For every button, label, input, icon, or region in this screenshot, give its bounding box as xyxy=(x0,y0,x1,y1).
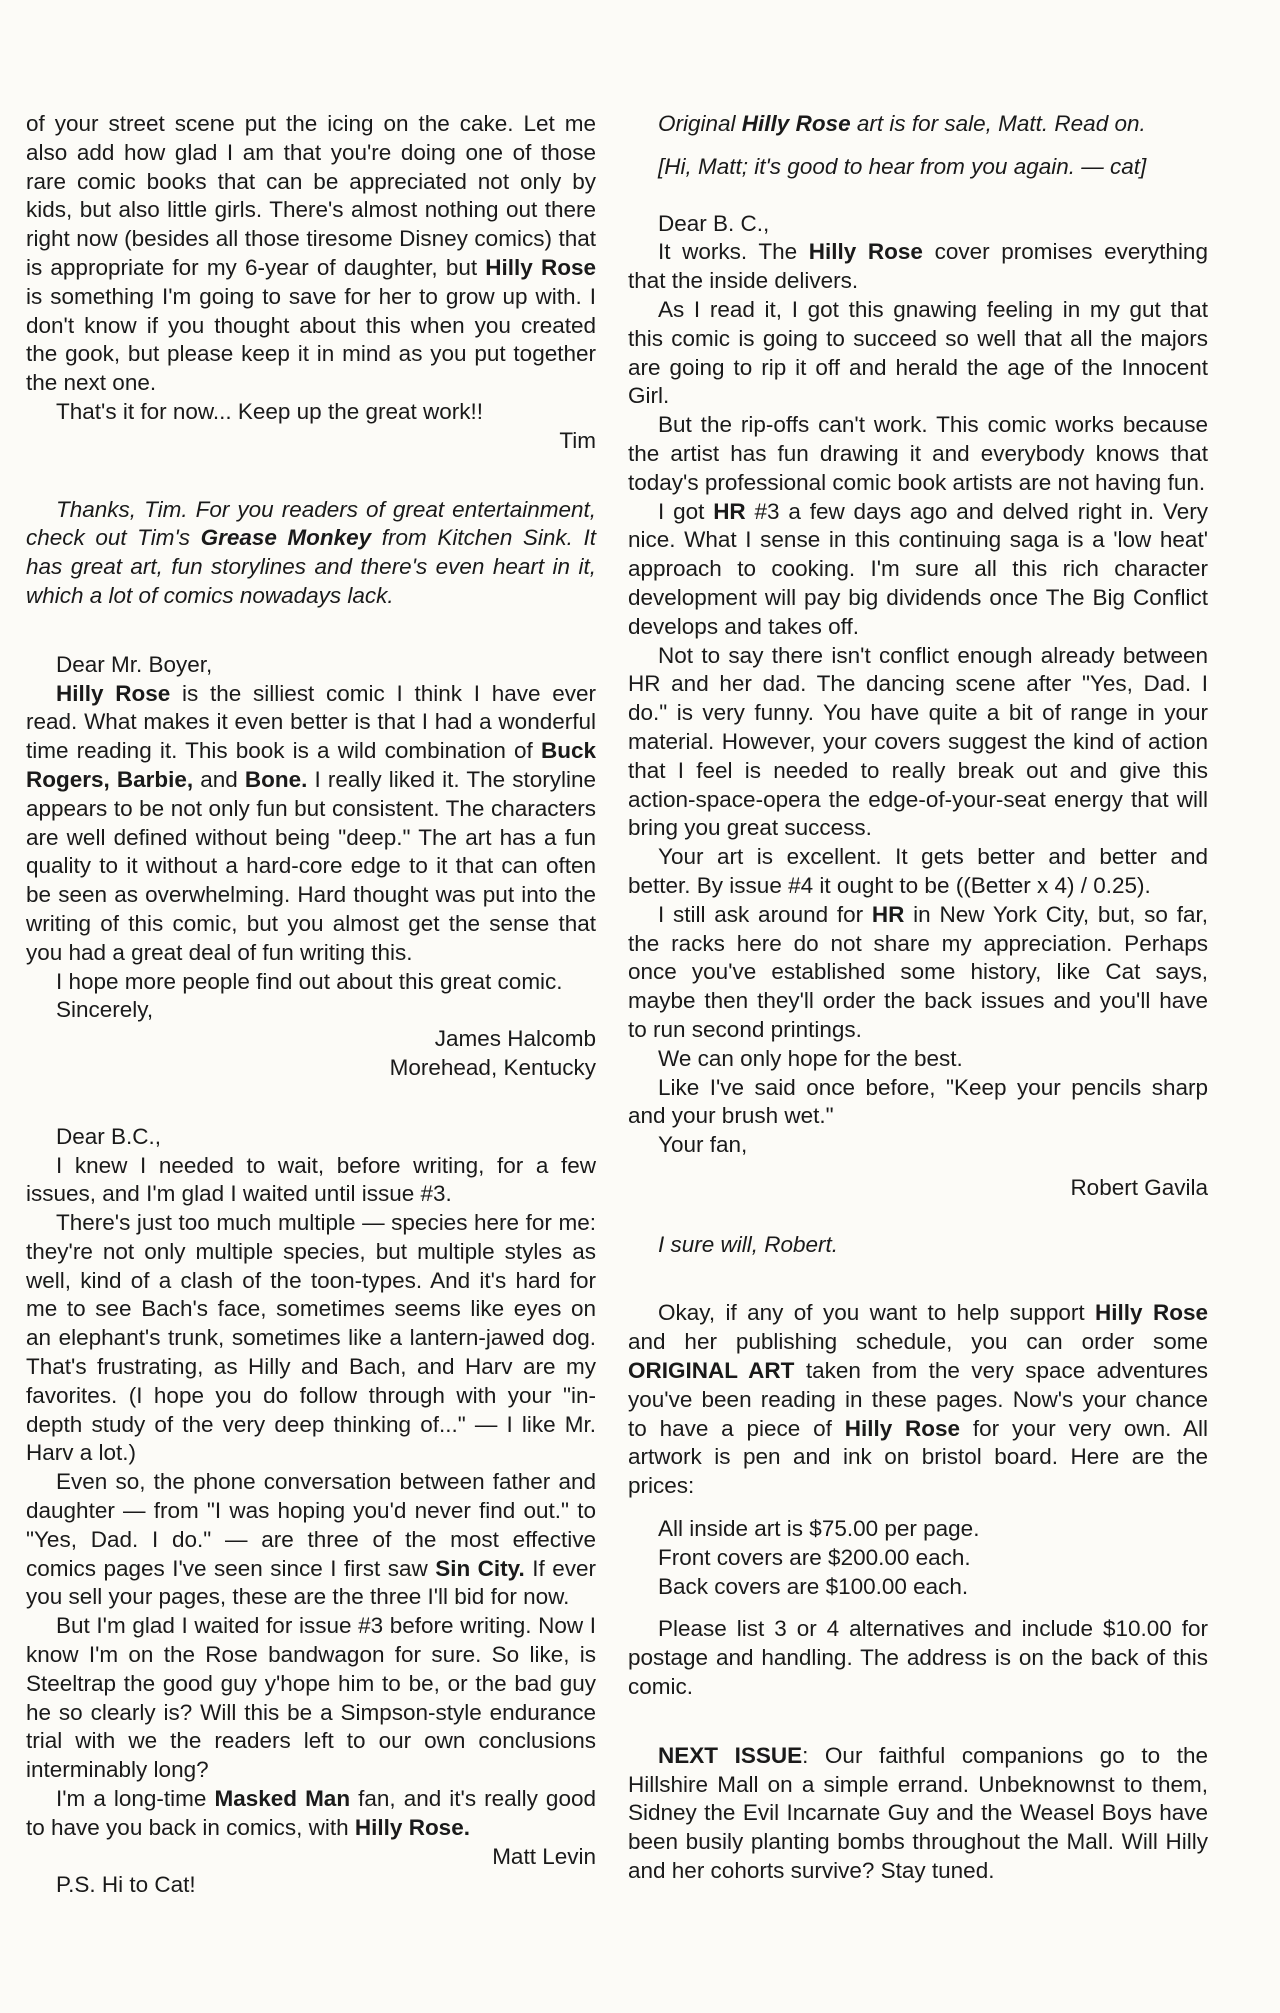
text: and xyxy=(200,766,238,792)
text: I still ask around for xyxy=(658,901,864,927)
text: I'm a long-time xyxy=(56,1786,207,1812)
spacer xyxy=(26,611,596,651)
text: Okay, if any of you want to help support xyxy=(658,1300,1085,1326)
letter-matt-p3 xyxy=(26,1468,596,1612)
text: taken from the very space adventures you've been reading in these pages. Now's your chance to have a piece of xyxy=(628,1358,1208,1441)
text: Hilly Rose. xyxy=(354,1814,470,1840)
price-back-cover: Back covers are $100.00 each. xyxy=(658,1573,969,1599)
text: from Kitchen Sink. It has great art, fun storylines and there's even heart in it, which a lot of comics nowadays lack. xyxy=(26,525,596,608)
left-column xyxy=(26,110,596,1900)
signature-tim: Tim xyxy=(559,427,596,453)
letter-robert-p4 xyxy=(628,498,1208,642)
art-sale-notice xyxy=(628,1299,1208,1501)
postscript: P.S. Hi to Cat! xyxy=(56,1872,196,1898)
reply-cat: [Hi, Matt; it's good to hear from you again. — cat] xyxy=(658,153,1147,179)
letter-robert-p6: Your art is excellent. It gets better and better and better. By issue #4 it ought to be ((Better x 4) / 0.25). xyxy=(628,844,1208,898)
spacer xyxy=(628,1259,1208,1299)
letter-matt-p1: I knew I needed to wait, before writing, for a few issues, and I'm glad I waited until issue #3. xyxy=(26,1152,596,1207)
letter-matt-p4: But I'm glad I waited for issue #3 before writing. Now I know I'm on the Rose bandwagon for sure. So like, is Steeltrap the good guy y'hope him to be, or the bad guy he so clearly is? Will this be a Simpson-style endurance trial with we the readers left to our own conclusions interminably long? xyxy=(26,1613,596,1783)
text: Masked Man xyxy=(214,1786,351,1812)
letter-robert-p3: But the rip-offs can't work. This comic works because the artist has fun drawing it and everybody knows that today's professional comic book artists are not having fun. xyxy=(628,412,1208,495)
letter-james-closing: Sincerely, xyxy=(56,997,154,1023)
letter-robert-closing: Your fan, xyxy=(658,1132,748,1158)
letter-matt-p5 xyxy=(26,1785,596,1843)
text: of your street scene put the icing on the cake. Let me also add how glad I am that you're doing one of those rare comic books that can be appreciated not only by kids, but also little girls. There's almost nothing out there right now (besides all those tiresome Disney comics) that is appropriate for my 6-year of daughter, but xyxy=(26,111,596,280)
title-hilly-rose: Hilly Rose xyxy=(485,254,596,280)
text: #3 a few days ago and delved right in. Very nice. What I sense in this continuing saga is a 'low heat' approach to cooking. I'm sure all this rich character development will pay big dividends once The Big Conflict develops and takes off. xyxy=(628,498,1208,639)
signature-robert: Robert Gavila xyxy=(1070,1174,1208,1200)
text: for your very own. All artwork is pen and ink on bristol board. Here are the prices: xyxy=(628,1415,1208,1499)
letter-robert-p8: We can only hope for the best. xyxy=(658,1045,963,1071)
spacer xyxy=(26,1083,596,1123)
text: If ever you sell your pages, these are the three I'll bid for now. xyxy=(26,1555,596,1610)
text: Bone. xyxy=(244,766,308,792)
text: Hilly Rose xyxy=(741,111,851,136)
text: I got xyxy=(658,498,705,524)
right-column xyxy=(628,110,1208,1886)
text: Even so, the phone conversation between father and daughter — from "I was hoping you'd never find out." to "Yes, Dad. I do." — are three of the most effective comics pages I've seen since I first saw xyxy=(26,1469,596,1581)
letter-james-body xyxy=(26,680,596,968)
next-issue xyxy=(628,1742,1208,1886)
signature-james-name: James Halcomb xyxy=(434,1026,596,1052)
text: : Our faithful companions go to the Hillshire Mall on a simple errand. Unbeknownst to them, Sidney the Evil Incarnate Guy and the Weasel Boys have been busily planting bombs throughout the Mall. Will Hilly and her cohorts survive? Stay tuned. xyxy=(628,1742,1209,1884)
title-grease-monkey: Grease Monkey xyxy=(200,525,372,551)
next-issue-label: NEXT ISSUE xyxy=(658,1742,803,1768)
letter-tim-closing: That's it for now... Keep up the great work!! xyxy=(56,398,484,424)
text: art is for sale, Matt. Read on. xyxy=(856,111,1146,136)
letter-robert-p5: Not to say there isn't conflict enough already between HR and her dad. The dancing scene after "Yes, Dad. I do." is very funny. You have quite a bit of range in your material. However, your covers suggest the kind of action that I feel is needed to really break out and give this action-space-opera the edge-of-your-seat energy that will bring you great success. xyxy=(628,642,1208,841)
letter-robert-p9: Like I've said once before, "Keep your pencils sharp and your brush wet." xyxy=(628,1074,1208,1129)
reply-robert: I sure will, Robert. xyxy=(658,1231,839,1257)
spacer xyxy=(628,1702,1208,1742)
letter-matt-p2: There's just too much multiple — species here for me: they're not only multiple species, but multiple styles as well, kind of a clash of the toon-types. And it's hard for me to see Bach's face, sometimes seems like eyes on an elephant's trunk, sometimes like a lantern-jawed dog. That's frustrating, as Hilly and Bach, and Harv are my favorites. (I hope you do follow through with your "in-depth study of the very deep thinking of..." — I like Mr. Harv a lot.) xyxy=(26,1210,596,1466)
text: Hilly Rose xyxy=(808,239,923,265)
text: Original xyxy=(658,111,736,136)
text: Buck Rogers, Barbie, xyxy=(26,738,596,792)
text: ORIGINAL ART xyxy=(628,1358,795,1384)
text: Hilly Rose xyxy=(56,680,171,706)
spacer xyxy=(628,1601,1208,1615)
text: is the silliest comic I think I have ever read. What makes it even better is that I had a wonderful time reading it. This book is a wild combination of xyxy=(26,680,596,764)
text: Sin City. xyxy=(435,1555,525,1581)
text: is something I'm going to save for her to grow up with. I don't know if you thought about this when you created the gook, but please keep it in mind as you put together the next one. xyxy=(26,283,596,396)
text: and her publishing schedule, you can order some xyxy=(628,1329,1208,1355)
text: fan, and it's really good to have you back in comics, with xyxy=(26,1786,596,1840)
text: Thanks, Tim. For you readers of great entertainment, check out Tim's xyxy=(26,496,596,551)
spacer xyxy=(628,1501,1208,1515)
reply-matt xyxy=(628,110,1208,139)
signature-matt: Matt Levin xyxy=(492,1843,596,1869)
spacer xyxy=(628,1160,1208,1174)
text: I really liked it. The storyline appears to be not only fun but consistent. The characters are well defined without being "deep." The art has a fun quality to it without a hard-core edge to it that can often be seen as overwhelming. Hard thought was put into the writing of this comic, but you almost get the sense that you had a great deal of fun writing this. xyxy=(26,766,596,965)
text: HR xyxy=(713,498,746,524)
letter-robert-p1 xyxy=(628,238,1208,296)
text: in New York City, but, so far, the racks here do not share my appreciation. Perhaps once you've established some history, like Cat says, maybe then they'll order the back issues and you'll have to run second printings. xyxy=(628,901,1208,1042)
spacer xyxy=(628,182,1208,210)
text: HR xyxy=(871,901,905,927)
order-instructions: Please list 3 or 4 alternatives and include $10.00 for postage and handling. The address is on the back of this comic. xyxy=(628,1616,1208,1700)
text: Hilly Rose xyxy=(844,1415,961,1441)
price-inside-art: All inside art is $75.00 per page. xyxy=(658,1516,980,1542)
letter-tim-body xyxy=(26,110,596,398)
spacer xyxy=(628,139,1208,153)
text: It works. The xyxy=(658,239,798,265)
letter-james-p2: I hope more people find out about this great comic. xyxy=(56,968,563,994)
text: cover promises everything that the inside delivers. xyxy=(628,239,1208,294)
letter-robert-p2: As I read it, I got this gnawing feeling in my gut that this comic is going to succeed so well that all the majors are going to rip it off and herald the age of the Innocent Girl. xyxy=(628,296,1208,409)
price-front-cover: Front covers are $200.00 each. xyxy=(658,1544,971,1570)
price-list xyxy=(628,1515,1208,1601)
salutation-bc: Dear B.C., xyxy=(56,1123,162,1149)
salutation-boyer: Dear Mr. Boyer, xyxy=(56,651,213,677)
spacer xyxy=(628,1203,1208,1231)
spacer xyxy=(26,456,596,496)
signature-james-place: Morehead, Kentucky xyxy=(389,1054,596,1080)
salutation-bc-2: Dear B. C., xyxy=(658,210,770,236)
text: Hilly Rose xyxy=(1095,1300,1208,1326)
letter-robert-p7 xyxy=(628,901,1208,1045)
reply-tim xyxy=(26,496,596,611)
